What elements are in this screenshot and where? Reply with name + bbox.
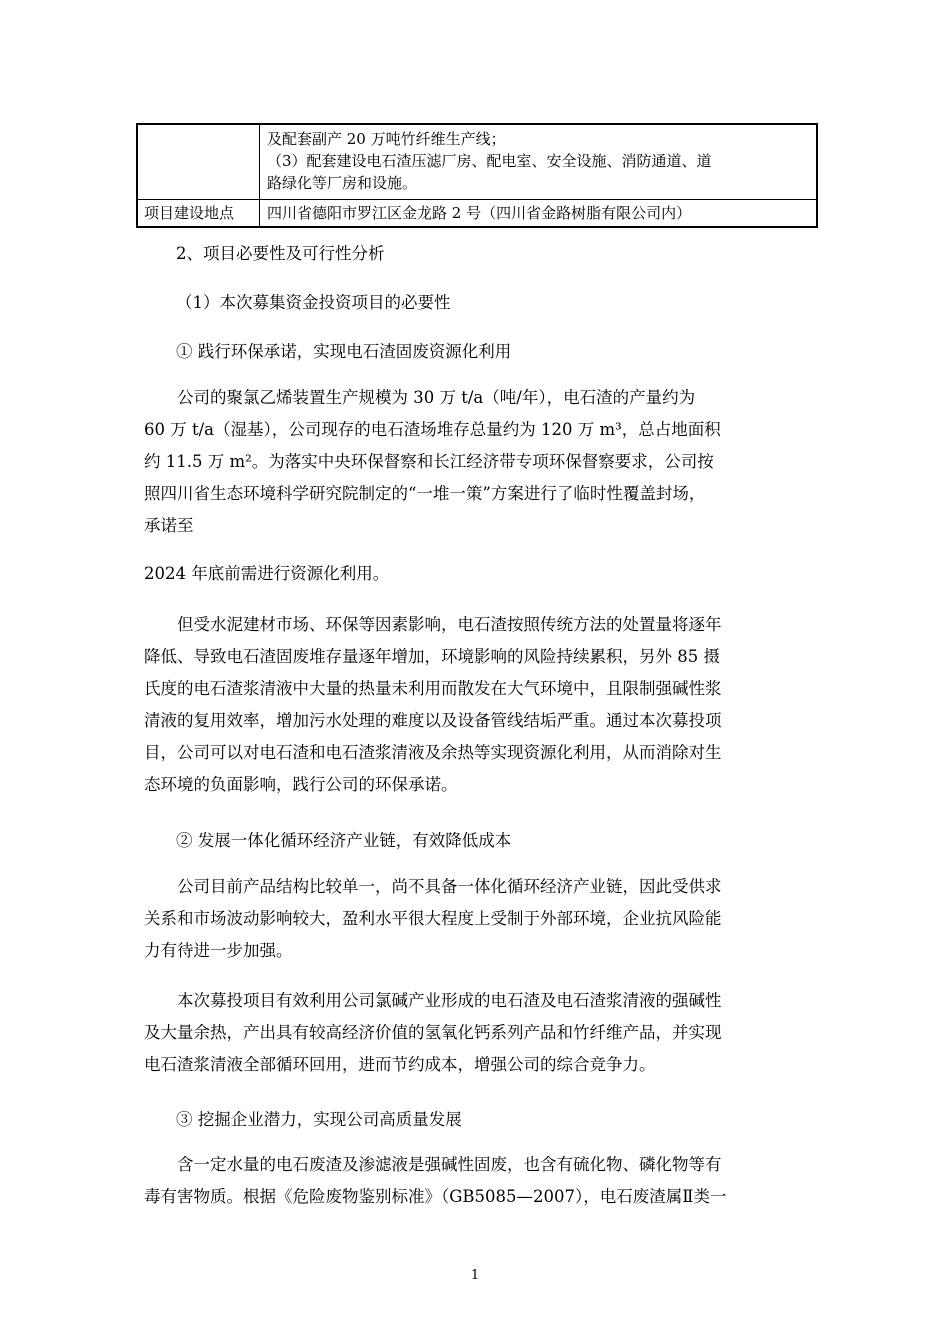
point-heading: ② 发展一体化循环经济产业链，有效降低成本 [176, 831, 512, 850]
table-line: 及配套副产 20 万吨竹纤维生产线； [267, 130, 506, 148]
para-line: 公司目前产品结构比较单一，尚不具备一体化循环经济产业链，因此受供求 [177, 877, 722, 896]
table-row [137, 124, 817, 200]
table-cell-content [260, 124, 818, 200]
table-cell-label [137, 124, 260, 200]
point-heading: ① 践行环保承诺，实现电石渣固废资源化利用 [176, 342, 512, 361]
table-line: （3）配套建设电石渣压滤厂房、配电室、安全设施、消防通道、道 [267, 152, 712, 170]
para-line: 力有待进一步加强。 [144, 941, 293, 960]
para-line: 承诺至 [144, 516, 194, 535]
table-line: 路绿化等厂房和设施。 [267, 174, 418, 192]
para-line: 毒有害物质。根据《危险废物鉴别标准》（GB5085—2007），电石废渣属Ⅱ类一 [144, 1187, 727, 1206]
paragraph [144, 609, 816, 801]
para-line: 氏度的电石渣浆清液中大量的热量未利用而散发在大气环境中，且限制强碱性浆 [144, 679, 722, 698]
paragraph [144, 871, 816, 967]
para-line: 关系和市场波动影响较大，盈利水平很大程度上受制于外部环境，企业抗风险能 [144, 909, 722, 928]
paragraph [144, 1149, 816, 1213]
table-row [137, 200, 817, 228]
para-line: 约 11.5 万 m²。为落实中央环保督察和长江经济带专项环保督察要求，公司按 [144, 452, 714, 471]
project-info-table [136, 123, 818, 228]
table-cell-content: 四川省德阳市罗江区金龙路 2 号（四川省金路树脂有限公司内） [260, 200, 818, 228]
paragraph [144, 985, 816, 1081]
para-line: 公司的聚氯乙烯装置生产规模为 30 万 t/a（吨/年），电石渣的产量约为 [177, 388, 696, 407]
para-line: 2024 年底前需进行资源化利用。 [144, 564, 390, 583]
para-line: 但受水泥建材市场、环保等因素影响，电石渣按照传统方法的处置量将逐年 [177, 615, 722, 634]
para-line: 电石渣浆清液全部循环回用，进而节约成本，增强公司的综合竞争力。 [144, 1055, 656, 1074]
para-line: 降低、导致电石渣固废堆存量逐年增加，环境影响的风险持续累积，另外 85 摄 [144, 647, 720, 666]
page-number: 1 [470, 1268, 480, 1283]
para-line: 60 万 t/a（湿基），公司现存的电石渣场堆存总量约为 120 万 m³，总占地面积 [144, 420, 721, 439]
section-title: 2、项目必要性及可行性分析 [176, 244, 385, 263]
para-line: 本次募投项目有效利用公司氯碱产业形成的电石渣及电石渣浆清液的强碱性 [177, 991, 722, 1010]
table-cell-label: 项目建设地点 [137, 200, 260, 228]
point-heading: ③ 挖掘企业潜力，实现公司高质量发展 [176, 1110, 462, 1129]
para-line: 含一定水量的电石废渣及渗滤液是强碱性固废，也含有硫化物、磷化物等有 [177, 1155, 722, 1174]
para-line: 照四川省生态环境科学研究院制定的“一堆一策”方案进行了临时性覆盖封场， [144, 484, 706, 503]
para-line: 及大量余热，产出具有较高经济价值的氢氧化钙系列产品和竹纤维产品，并实现 [144, 1023, 722, 1042]
subsection-title: （1）本次募集资金投资项目的必要性 [176, 293, 451, 312]
paragraph [144, 382, 816, 542]
para-line: 态环境的负面影响，践行公司的环保承诺。 [144, 775, 458, 794]
para-line: 目，公司可以对电石渣和电石渣浆清液及余热等实现资源化利用，从而消除对生 [144, 743, 722, 762]
para-line: 清液的复用效率，增加污水处理的难度以及设备管线结垢严重。通过本次募投项 [144, 711, 722, 730]
